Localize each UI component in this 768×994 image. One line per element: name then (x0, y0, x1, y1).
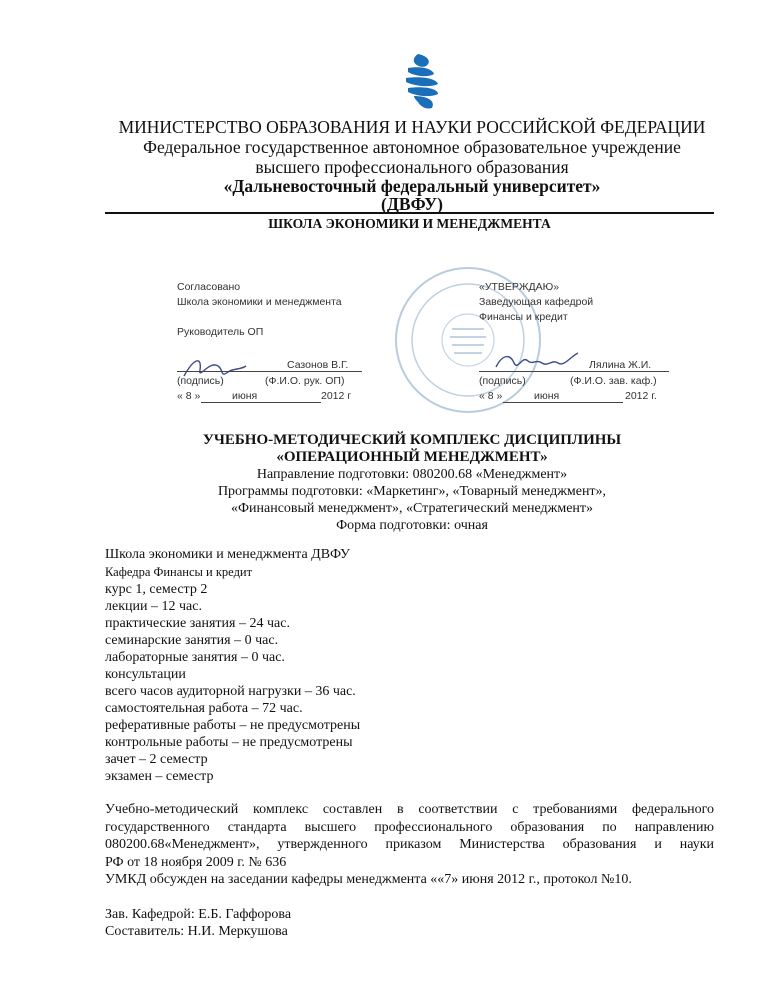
left-date-underline (201, 402, 321, 403)
info-practical: практические занятия – 24 час. (105, 616, 290, 631)
right-date-year: 2012 г. (625, 390, 657, 402)
statement-line-3: 080200.68«Менеджмент», утвержденного приказом Министерства образования и науки (105, 837, 714, 852)
info-control-works: контрольные работы – не предусмотрены (105, 735, 353, 750)
umk-direction: Направление подготовки: 080200.68 «Менеджмент» (256, 467, 568, 482)
statement-paragraph (105, 801, 714, 889)
info-department: Кафедра Финансы и кредит (105, 565, 253, 579)
umk-programs-line-1: Программы подготовки: «Маркетинг», «Товарный менеджмент», (217, 484, 607, 499)
left-date-day: « 8 » (177, 390, 201, 402)
dept-head-name: Лялина Ж.И. (589, 359, 652, 371)
right-date-day: « 8 » (479, 390, 503, 402)
right-signature-line (479, 371, 669, 372)
info-labs: лабораторные занятия – 0 час. (105, 650, 285, 665)
info-lectures: лекции – 12 час. (105, 599, 202, 614)
statement-line-4: РФ от 18 ноября 2009 г. № 636 (105, 854, 287, 870)
info-school: Школа экономики и менеджмента ДВФУ (105, 547, 350, 562)
institution-line-2: высшего профессионального образования (255, 157, 569, 177)
left-name-caption: (Ф.И.О. рук. ОП) (265, 375, 345, 387)
umk-title-line-2: «ОПЕРАЦИОННЫЙ МЕНЕДЖМЕНТ» (276, 449, 548, 465)
agreed-school: Школа экономики и менеджмента (177, 296, 342, 308)
left-date-year: 2012 г (321, 390, 352, 402)
right-date-month: июня (534, 390, 560, 402)
agreed-label: Согласовано (177, 281, 241, 293)
left-date-month: июня (232, 390, 258, 402)
right-date-underline (503, 402, 623, 403)
header-divider (105, 212, 714, 214)
statement-discussed: УМКД обсужден на заседании кафедры менеджмента ««7» июня 2012 г., протокол №10. (105, 872, 632, 887)
dept-head-role: Заведующая кафедрой (479, 296, 594, 308)
footer-head: Зав. Кафедрой: Е.Б. Гаффорова (105, 907, 292, 922)
left-signature-line (177, 371, 362, 372)
umk-form: Форма подготовки: очная (336, 518, 488, 533)
program-head-role: Руководитель ОП (177, 326, 264, 338)
statement-line-1: Учебно-методический комплекс составлен в соответствии с требованиями федерального (105, 802, 714, 817)
info-consultations: консультации (105, 667, 186, 682)
statement-line-2: государственного стандарта высшего профессионального образования по направлению (105, 819, 714, 835)
left-sign-caption: (подпись) (177, 375, 224, 387)
approve-label: «УТВЕРЖДАЮ» (479, 281, 560, 293)
umk-programs-line-2: «Финансовый менеджмент», «Стратегический менеджмент» (230, 501, 594, 516)
program-head-name: Сазонов В.Г. (287, 359, 349, 371)
footer-author: Составитель: Н.И. Меркушова (105, 924, 288, 939)
umk-title-line-1: УЧЕБНО-МЕТОДИЧЕСКИЙ КОМПЛЕКС ДИСЦИПЛИНЫ (202, 432, 622, 448)
info-total-auditory: всего часов аудиторной нагрузки – 36 час. (105, 684, 356, 699)
info-credit: зачет – 2 семестр (105, 752, 208, 767)
info-exam: экзамен – семестр (105, 769, 214, 784)
info-course: курс 1, семестр 2 (105, 582, 208, 597)
right-name-caption: (Ф.И.О. зав. каф.) (570, 375, 657, 387)
dept-name: Финансы и кредит (479, 311, 568, 323)
right-signature (492, 345, 582, 379)
info-seminars: семинарские занятия – 0 час. (105, 633, 279, 648)
info-self-study: самостоятельная работа – 72 час. (105, 701, 303, 716)
info-essays: реферативные работы – не предусмотрены (105, 718, 361, 733)
right-sign-caption: (подпись) (479, 375, 526, 387)
university-abbr: (ДВФУ) (381, 194, 443, 214)
institution-line-1: Федеральное государственное автономное образовательное учреждение (143, 137, 681, 157)
university-logo (398, 50, 446, 112)
school-title: ШКОЛА ЭКОНОМИКИ И МЕНЕДЖМЕНТА (268, 216, 551, 231)
ministry-title: МИНИСТЕРСТВО ОБРАЗОВАНИЯ И НАУКИ РОССИЙСКОЙ ФЕДЕРАЦИИ (118, 117, 706, 137)
university-name: «Дальневосточный федеральный университет» (223, 176, 601, 196)
